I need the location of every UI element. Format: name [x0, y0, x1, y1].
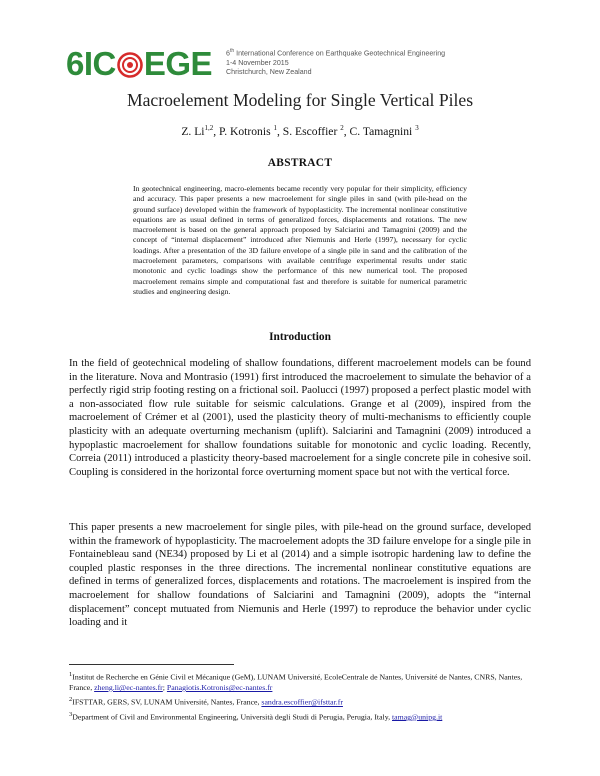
footnote-number: 1: [69, 671, 73, 678]
section-heading-introduction: Introduction: [269, 331, 331, 343]
footnotes: [69, 670, 531, 724]
abstract-body: In geotechnical engineering, macro-elements became recently very popular for their simplicity, efficiency and accuracy. This paper presents a new macroelement for single piles in sand (with pile-head on the ground surface) developed within the framework of hypoplasticity. The incremental nonlinear constitutive equations are as usual defined in terms of generalized forces, displacements and rotations. The new macroelement is based on the general approach proposed by Salciarini and Tamagnini (2009) and the concept of “internal displacement” introduced after Niemunis and Herle (1997), necessary for cyclic loadings. After a presentation of the 3D failure envelope of a single pile in sand and the calibration of the macroelement parameters, comparisons with available centrifuge experimental results under static monotonic and cyclic loadings show the performance of this new numerical tool. The proposed macroelement remains simple and computational fast and therefore is suitable for numerical parametric studies and engineering design.: [133, 184, 467, 296]
email-link[interactable]: tamag@unipg.it: [392, 712, 443, 722]
author: S. Escoffier: [282, 124, 338, 138]
author-affiliation: 3: [415, 124, 419, 132]
footnote-number: 3: [69, 710, 73, 718]
author-affiliation: 1,2: [204, 124, 214, 132]
abstract-heading: ABSTRACT: [267, 157, 333, 169]
logo-seismic-ring-icon: [117, 52, 143, 78]
author: Z. Li: [181, 124, 205, 138]
conference-dates: 1-4 November 2015: [226, 58, 289, 67]
author: C. Tamagnini: [349, 124, 413, 138]
email-link[interactable]: zheng.li@ec-nantes.fr: [94, 683, 163, 692]
conference-logo: [66, 45, 216, 83]
footnote-number: 2: [69, 696, 73, 703]
footnote: $^1$Institut de Recherche en Génie Civil et Mécanique (GeM), LUNAM Université, EcoleCentrale de Nantes, Université de Nantes, CNRS, Nantes, France, zheng.li@ec-nantes.fr; Panagiotis.Kotronis@ec-nantes.fr: [69, 671, 523, 692]
logo-text-ic: IC: [83, 45, 116, 82]
author: P. Kotronis: [219, 124, 271, 138]
paper-title: Macroelement Modeling for Single Vertical Piles: [126, 90, 474, 110]
logo-text-ege: EGE: [143, 45, 213, 82]
conference-info: [226, 47, 445, 77]
author-affiliation: 1: [273, 124, 277, 132]
email-link[interactable]: Panagiotis.Kotronis@ec-nantes.fr: [166, 683, 273, 692]
body-paragraph: This paper presents a new macroelement for single piles, with pile-head on the ground surface, developed within the framework of hypoplasticity. The macroelement adopts the 3D failure envelope for a single pile in Fontainebleau sand (NE34) proposed by Li et al (2014) and a simple isotropic hardening law to define the coupled plastic responses in the three directions. The incremental nonlinear constitutive equations are defined in terms of generalized forces, displacements and rotations. The macroelement is inspired from the macroelement for shallow foundations of Salciarini and Tamagnini (2009), adopts the “internal displacement” concept mutuated from Niemunis and Herle (1997) to reproduce the behavior under cyclic loading and it: [69, 522, 531, 629]
author-affiliation: 2: [340, 124, 344, 132]
footnote: $^2$IFSTTAR, GERS, SV, LUNAM Université, Nantes, France, sandra.escoffier@ifsttar.fr: [69, 696, 343, 707]
author-list: Z. Li$^{1,2}$, P. Kotronis $^1$, S. Escoffier $^2$, C. Tamagnini $^3$: [181, 124, 419, 138]
email-link[interactable]: sandra.escoffier@ifsttar.fr: [261, 697, 343, 707]
conference-name: 6th International Conference on Earthquake Geotechnical Engineering: [226, 48, 446, 58]
footnote: $^3$Department of Civil and Environmental Engineering, Università degli Studi di Perugia, Perugia, Italy, tamag@unipg.it: [69, 710, 443, 722]
logo-number: 6: [66, 45, 84, 82]
body-paragraph: In the field of geotechnical modeling of shallow foundations, different macroelement models can be found in the literature. Nova and Montrasio (1991) first introduced the macroelement to simulate the behavior of a perfectly rigid strip footing resting on a frictional soil. Paolucci (1997) proposed a perfect plastic model with a non-associated flow rule suitable for seismic calculations. Grange et al (2009), inspired from the macroelement of Crémer et al (2001), used the plasticity theory of multi-mechanisms to efficiently couple plasticity with an adequate overturning mechanism (uplift). Salciarini and Tamagnini (2009) introduced a hypoplastic macroelement for shallow foundations suitable for monotonic and cyclic loading. Recently, Correia (2011) introduced a plasticity theory-based macroelement for a single concrete pile in cohesive soil. Coupling is considered in the horizontal force overturning moment space but not with the vertical force.: [69, 358, 531, 478]
footnote-divider: [69, 664, 234, 665]
conference-location: Christchurch, New Zealand: [226, 67, 312, 76]
